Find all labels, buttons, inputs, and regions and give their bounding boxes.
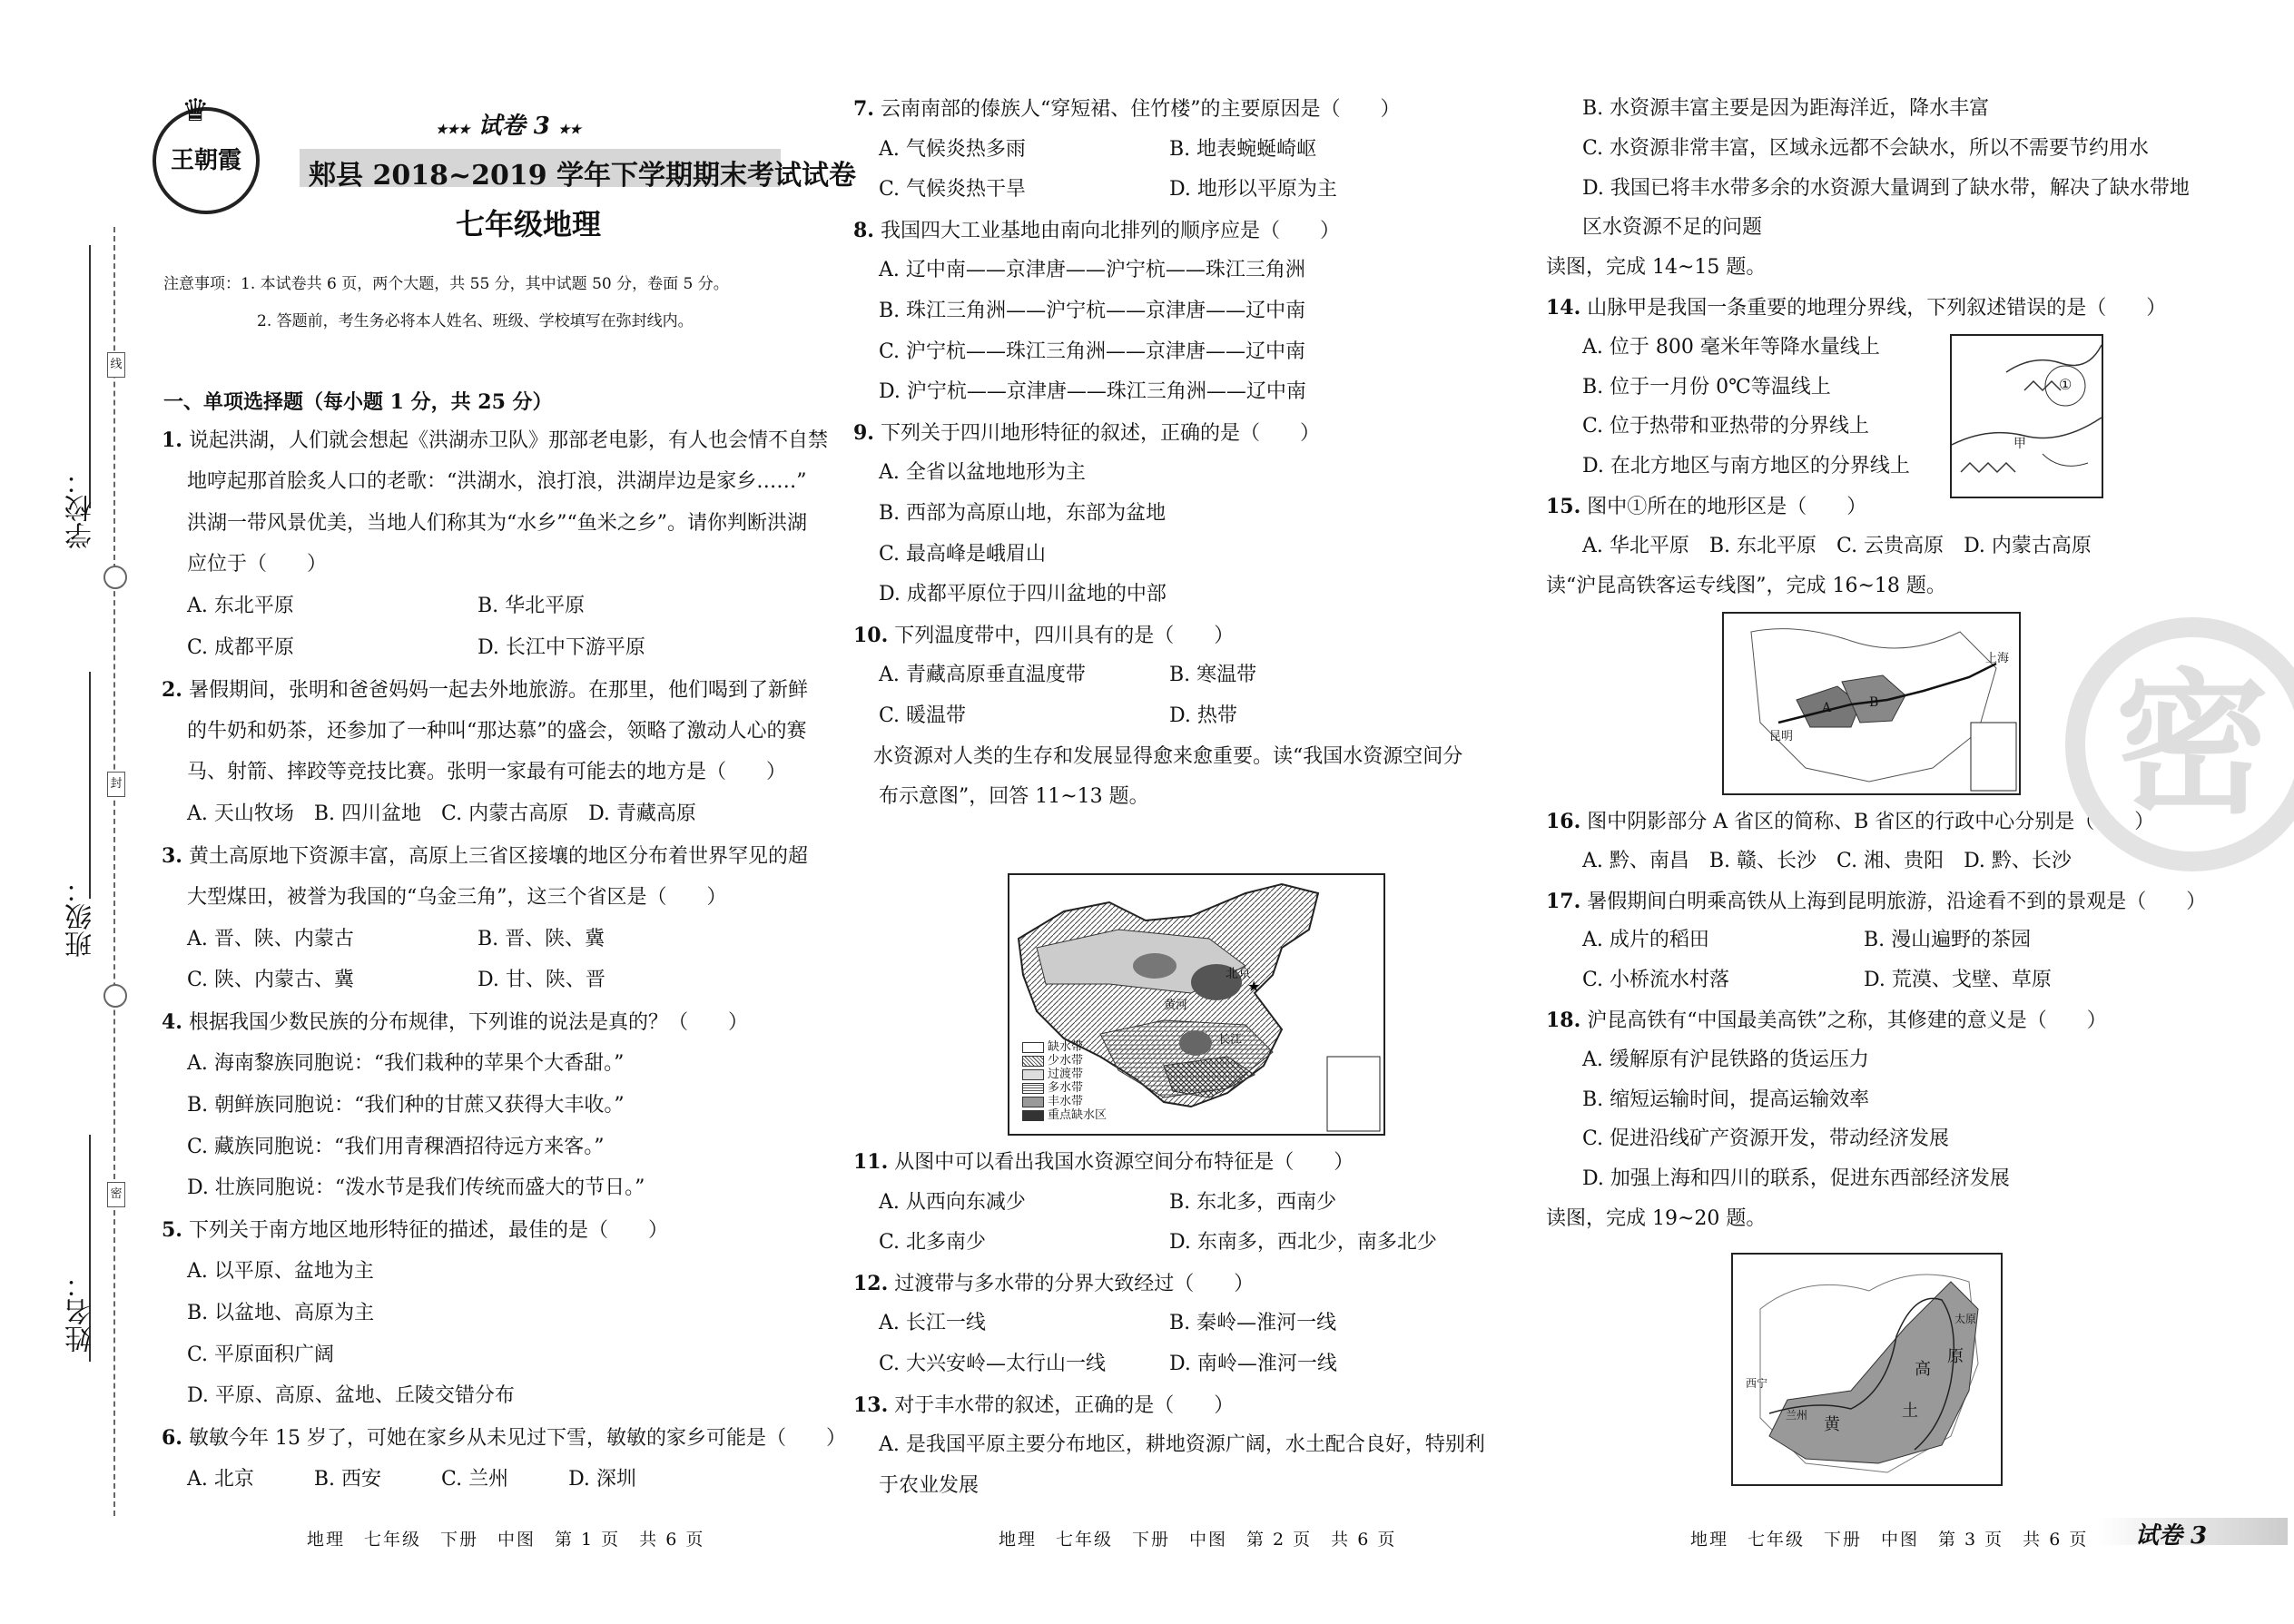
- question-text: 根据我国少数民族的分布规律，下列谁的说法是真的？（ ）: [182, 1011, 748, 1035]
- loess-label-huang: 黄: [1824, 1415, 1840, 1434]
- answer-option: D. 壮族同胞说：“泼水节是我们传统而盛大的节日。”: [187, 1176, 645, 1200]
- binding-hole-1: [103, 566, 127, 589]
- answer-option: B. 秦岭—淮河一线: [1169, 1312, 1337, 1335]
- brand-crown-icon: ♛: [182, 93, 210, 129]
- answer-option: A. 成片的稻田: [1582, 929, 1709, 952]
- question-stem: [1546, 888, 2206, 916]
- rail-label-shanghai: 上海: [1985, 652, 2010, 665]
- question-text: 敏敏今年 15 岁了，可她在家乡从未见过下雪，敏敏的家乡可能是（ ）: [182, 1427, 846, 1451]
- seal-mark-3: 密: [107, 1182, 125, 1207]
- map-label-changjiang: 长江: [1218, 1033, 1243, 1047]
- answer-option: C. 气候炎热干旱: [879, 178, 1027, 202]
- answer-option: B. 位于一月份 0℃等温线上: [1582, 375, 1831, 399]
- question-stem: [853, 217, 1340, 245]
- answer-option: A. 气候炎热多雨: [879, 137, 1026, 161]
- answer-option: D. 加强上海和四川的联系，促进东西部经济发展: [1582, 1167, 2010, 1191]
- answer-option: D. 我国已将丰水带多余的水资源大量调到了缺水带，解决了缺水带地: [1582, 176, 2190, 200]
- answer-option: D. 平原、高原、盆地、丘陵交错分布: [187, 1384, 515, 1408]
- legend-item: 重点缺水区: [1022, 1108, 1107, 1122]
- question-number: 1.: [162, 428, 182, 452]
- answer-option: C. 最高峰是峨眉山: [879, 542, 1047, 566]
- answer-option: D. 热带: [1169, 704, 1237, 727]
- rail-label-a: A: [1822, 701, 1832, 715]
- question-text: 暑假期间白明乘高铁从上海到昆明旅游，沿途看不到的景观是（ ）: [1580, 890, 2207, 913]
- map-label-huanghe: 黄河: [1164, 999, 1188, 1012]
- answer-option: B. 晋、陕、冀: [478, 927, 605, 950]
- rail-label-b: B: [1869, 695, 1879, 710]
- question-number: 16.: [1546, 810, 1581, 833]
- answer-option: A. 从西向东减少: [879, 1190, 1026, 1214]
- answer-option: B. 缩短运输时间，提高运输效率: [1582, 1088, 1870, 1111]
- map-label-beijing: 北京: [1226, 967, 1251, 981]
- question-text: 读图，完成 19~20 题。: [1546, 1207, 1767, 1230]
- answer-option: C. 位于热带和亚热带的分界线上: [1582, 415, 1870, 438]
- answer-option: A. 华北平原 B. 东北平原 C. 云贵高原 D. 内蒙古高原: [1582, 534, 2092, 557]
- answer-option: C. 成都平原: [187, 636, 295, 659]
- legend-swatch: [1022, 1069, 1044, 1080]
- question-number: 3.: [162, 844, 182, 868]
- answer-option: A. 辽中南——京津唐——沪宁杭——珠江三角洲: [879, 259, 1305, 282]
- question-text: 布示意图”，回答 11~13 题。: [879, 785, 1149, 809]
- school-label: 学校：: [65, 468, 97, 549]
- question-number: 6.: [162, 1426, 182, 1451]
- answer-option: B. 以盆地、高原为主: [187, 1301, 375, 1324]
- answer-option: B. 朝鲜族同胞说：“我们种的甘蔗又获得大丰收。”: [187, 1093, 625, 1117]
- question-text: 马、射箭、摔跤等竞技比赛。张明一家最有可能去的地方是（ ）: [187, 761, 787, 784]
- answer-option: A. 晋、陕、内蒙古: [187, 927, 354, 950]
- question-number: 11.: [853, 1150, 889, 1174]
- legend-swatch: [1022, 1110, 1044, 1121]
- answer-option: A. 全省以盆地地形为主: [879, 461, 1086, 485]
- name-label: 姓名：: [65, 1271, 97, 1353]
- answer-option: A. 海南黎族同胞说：“我们栽种的苹果个大香甜。”: [187, 1052, 625, 1075]
- loess-label-gao: 高: [1915, 1360, 1931, 1379]
- key-shortage-area: [1133, 953, 1177, 979]
- legend-item: 过渡带: [1022, 1068, 1107, 1081]
- answer-option: D. 甘、陕、晋: [478, 969, 605, 992]
- page-footer-1: 地理 七年级 下册 中图 第 1 页 共 6 页: [307, 1530, 705, 1550]
- key-shortage-area: [1179, 1030, 1212, 1056]
- water-map-legend: [1022, 1040, 1107, 1122]
- question-text: 云南南部的傣族人“穿短裙、住竹楼”的主要原因是（ ）: [873, 98, 1401, 121]
- question-number: 13.: [853, 1393, 889, 1417]
- loess-map-svg: [1733, 1255, 2001, 1484]
- question-stem: [853, 622, 1234, 650]
- answer-option: B. 水资源丰富主要是因为距海洋近，降水丰富: [1582, 97, 1990, 120]
- loess-label-taiyuan: 太原: [1954, 1313, 1977, 1325]
- question-text: 大型煤田，被誉为我国的“乌金三角”，这三个省区是（ ）: [187, 885, 727, 909]
- page-footer-2: 地理 七年级 下册 中图 第 2 页 共 6 页: [999, 1530, 1397, 1550]
- question-stem: [162, 842, 808, 871]
- loess-label-xining: 西宁: [1746, 1377, 1768, 1390]
- question-stem: [853, 1392, 1234, 1420]
- answer-option: B. 漫山遍野的茶园: [1864, 929, 2032, 952]
- paper-tag-text: 试卷 3: [478, 113, 550, 140]
- question-text: 下列关于四川地形特征的叙述，正确的是（ ）: [873, 421, 1320, 445]
- question-text: 图中阴影部分 A 省区的简称、B 省区的行政中心分别是（ ）: [1580, 811, 2155, 833]
- question-text: 区水资源不足的问题: [1582, 216, 1763, 240]
- seal-dashed-line: [113, 227, 115, 1516]
- answer-option: C. 沪宁杭——珠江三角洲——京津唐——辽中南: [879, 340, 1306, 363]
- answer-option: C. 小桥流水村落: [1582, 969, 1730, 992]
- question-number: 9.: [853, 420, 874, 445]
- question-text: 过渡带与多水带的分界大致经过（ ）: [888, 1272, 1255, 1295]
- legend-item: 缺水带: [1022, 1040, 1107, 1054]
- notice-2: 2. 答题前，考生务必将本人姓名、班级、学校填写在弥封线内。: [257, 312, 694, 330]
- question-stem: [162, 676, 808, 704]
- answer-option: C. 大兴安岭—太行山一线: [879, 1353, 1107, 1375]
- mountain-map-svg: [1952, 336, 2102, 497]
- question-number: 14.: [1546, 296, 1581, 320]
- answer-option: A. 位于 800 毫米年等降水量线上: [1582, 335, 1880, 359]
- question-text: 沪昆高铁有“中国最美高铁”之称，其修建的意义是（ ）: [1580, 1009, 2107, 1032]
- seal-mark-2: 封: [107, 772, 125, 797]
- question-text: 暑假期间，张明和爸爸妈妈一起去外地旅游。在那里，他们喝到了新鲜: [182, 678, 808, 702]
- question-stem: [1546, 294, 2166, 322]
- class-label: 班级：: [65, 876, 97, 958]
- question-text: 我国四大工业基地由南向北排列的顺序应是（ ）: [873, 219, 1340, 242]
- exam-title: 郏县 2018~2019 学年下学期期末考试试卷: [309, 160, 857, 192]
- answer-option: B. 寒温带: [1169, 664, 1257, 687]
- question-text: 对于丰水带的叙述，正确的是（ ）: [888, 1393, 1235, 1417]
- answer-option: D. 沪宁杭——京津唐——珠江三角洲——辽中南: [879, 380, 1306, 404]
- star-icon: ★★★: [436, 123, 470, 137]
- answer-option: B. 东北多，西南少: [1169, 1190, 1337, 1214]
- answer-option: A. 缓解原有沪昆铁路的货运压力: [1582, 1048, 1869, 1071]
- loess-plateau-map: [1731, 1253, 2003, 1486]
- answer-option: A. 长江一线: [879, 1312, 986, 1335]
- notice-1: 注意事项：1. 本试卷共 6 页，两个大题，共 55 分，其中试题 50 分，卷面 5 分。: [163, 275, 729, 293]
- question-number: 10.: [853, 623, 889, 647]
- answer-option: C. 平原面积广阔: [187, 1343, 335, 1366]
- answer-option: B. 地表蜿蜒崎岖: [1169, 137, 1317, 161]
- star-icon: ★★: [557, 123, 582, 137]
- answer-option: A. 是我国平原主要分布地区，耕地资源广阔，水土配合良好，特别利: [879, 1433, 1485, 1457]
- answer-option: B. 珠江三角洲——沪宁杭——京津唐——辽中南: [879, 300, 1306, 322]
- question-number: 2.: [162, 677, 182, 702]
- question-number: 4.: [162, 1010, 182, 1035]
- paper-tag: [436, 107, 581, 141]
- water-resource-map: [1008, 873, 1385, 1136]
- page-footer-3: 地理 七年级 下册 中图 第 3 页 共 6 页: [1690, 1530, 2089, 1550]
- answer-option: D. 在北方地区与南方地区的分界线上: [1582, 455, 1910, 478]
- answer-option: B. 西部为高原山地，东部为盆地: [879, 502, 1167, 525]
- answer-option: C. 陕、内蒙古、冀: [187, 969, 355, 992]
- beijing-star-icon: ★: [1247, 978, 1261, 995]
- question-text: 水资源对人类的生存和发展显得愈来愈重要。读“我国水资源空间分: [853, 744, 1463, 768]
- question-stem: [162, 1216, 668, 1245]
- question-text: 读“沪昆高铁客运专线图”，完成 16~18 题。: [1546, 574, 1946, 597]
- answer-option: A. 北京 B. 西安 C. 兰州 D. 深圳: [187, 1468, 636, 1491]
- answer-option: D. 南岭—淮河一线: [1169, 1353, 1337, 1375]
- answer-option: C. 暖温带: [879, 704, 967, 727]
- mountain-label-one: ①: [2059, 376, 2072, 393]
- answer-option: D. 成都平原位于四川盆地的中部: [879, 583, 1167, 606]
- question-number: 15.: [1546, 495, 1581, 518]
- legend-swatch: [1022, 1042, 1044, 1053]
- brand-name: 王朝霞: [170, 147, 241, 174]
- answer-option: A. 黔、南昌 B. 赣、长沙 C. 湘、贵阳 D. 黔、长沙: [1582, 849, 2072, 872]
- legend-item: 少水带: [1022, 1054, 1107, 1068]
- question-number: 7.: [853, 97, 874, 121]
- answer-option: A. 天山牧场 B. 四川盆地 C. 内蒙古高原 D. 青藏高原: [187, 802, 696, 826]
- question-stem: [853, 419, 1320, 448]
- answer-option: C. 北多南少: [879, 1231, 987, 1255]
- rail-inset: [1971, 723, 2016, 791]
- question-stem: [1546, 1007, 2107, 1035]
- loess-label-lanzhou: 兰州: [1786, 1409, 1808, 1422]
- mountain-map: [1950, 334, 2103, 498]
- question-stem: [853, 95, 1400, 123]
- answer-option: D. 荒漠、戈壁、草原: [1864, 969, 2052, 992]
- answer-option: C. 促进沿线矿产资源开发，带动经济发展: [1582, 1127, 1950, 1151]
- question-stem: [162, 427, 828, 455]
- question-text: 从图中可以看出我国水资源空间分布特征是（ ）: [888, 1151, 1354, 1174]
- binding-line-2: [89, 672, 91, 899]
- question-text: 下列关于南方地区地形特征的描述，最佳的是（ ）: [182, 1219, 668, 1243]
- question-stem: [853, 1270, 1254, 1298]
- answer-option: C. 藏族同胞说：“我们用青稞酒招待远方来客。”: [187, 1135, 605, 1158]
- section-title: 一、单项选择题（每小题 1 分，共 25 分）: [163, 390, 553, 414]
- question-text: 山脉甲是我国一条重要的地理分界线，下列叙述错误的是（ ）: [1580, 297, 2167, 320]
- question-text: 应位于（ ）: [187, 553, 328, 576]
- answer-option: D. 东南多，西北少，南多北少: [1169, 1231, 1437, 1255]
- answer-option: D. 地形以平原为主: [1169, 178, 1337, 202]
- question-number: 8.: [853, 218, 874, 242]
- question-text: 黄土高原地下资源丰富，高原上三省区接壤的地区分布着世界罕见的超: [182, 845, 808, 868]
- answer-option: A. 青藏高原垂直温度带: [879, 664, 1086, 687]
- rail-label-kunming: 昆明: [1769, 730, 1794, 743]
- question-stem: [1546, 808, 2154, 836]
- railway-map: [1722, 612, 2021, 795]
- question-text: 的牛奶和奶茶，还参加了一种叫“那达慕”的盛会，领略了激动人心的赛: [187, 719, 807, 743]
- subject-title: 七年级地理: [456, 207, 602, 241]
- legend-swatch: [1022, 1097, 1044, 1107]
- binding-hole-2: [103, 984, 127, 1008]
- question-number: 12.: [853, 1271, 889, 1295]
- question-stem: [853, 1148, 1354, 1176]
- answer-option: A. 东北平原: [187, 595, 294, 618]
- question-text: 说起洪湖，人们就会想起《洪湖赤卫队》那部老电影，有人也会情不自禁: [182, 429, 828, 452]
- question-text: 于农业发展: [879, 1473, 980, 1497]
- seal-mark-1: 线: [107, 352, 125, 378]
- question-text: 下列温度带中，四川具有的是（ ）: [888, 624, 1235, 647]
- answer-option: D. 长江中下游平原: [478, 636, 645, 659]
- seal-watermark-text: 密: [2114, 654, 2269, 835]
- brand-logo: [153, 93, 260, 214]
- question-text: 洪湖一带风景优美，当地人们称其为“水乡”“鱼米之乡”。请你判断洪湖: [187, 511, 807, 535]
- legend-swatch: [1022, 1083, 1044, 1094]
- answer-option: A. 以平原、盆地为主: [187, 1260, 374, 1283]
- footer-tag: 试卷 3: [2135, 1522, 2208, 1550]
- loess-label-tu: 土: [1902, 1402, 1918, 1421]
- question-number: 17.: [1546, 889, 1581, 913]
- answer-option: B. 华北平原: [478, 595, 586, 618]
- legend-swatch: [1022, 1056, 1044, 1067]
- question-stem: [162, 1009, 748, 1037]
- loess-label-yuan: 原: [1947, 1347, 1964, 1366]
- legend-item: 丰水带: [1022, 1095, 1107, 1108]
- answer-option: C. 水资源非常丰富，区域永远都不会缺水，所以不需要节约用水: [1582, 136, 2150, 160]
- mountain-label-jia: 甲: [2013, 437, 2026, 451]
- question-stem: [1546, 493, 1866, 521]
- question-number: 5.: [162, 1218, 182, 1243]
- question-number: 18.: [1546, 1009, 1581, 1032]
- question-text: 读图，完成 14~15 题。: [1546, 256, 1767, 280]
- south-sea-inset: [1327, 1057, 1380, 1131]
- question-stem: [162, 1424, 846, 1452]
- question-text: 图中①所在的地形区是（ ）: [1580, 496, 1867, 518]
- legend-item: 多水带: [1022, 1081, 1107, 1095]
- question-text: 地哼起那首脍炙人口的老歌：“洪湖水，浪打浪，洪湖岸边是家乡……”: [187, 469, 807, 493]
